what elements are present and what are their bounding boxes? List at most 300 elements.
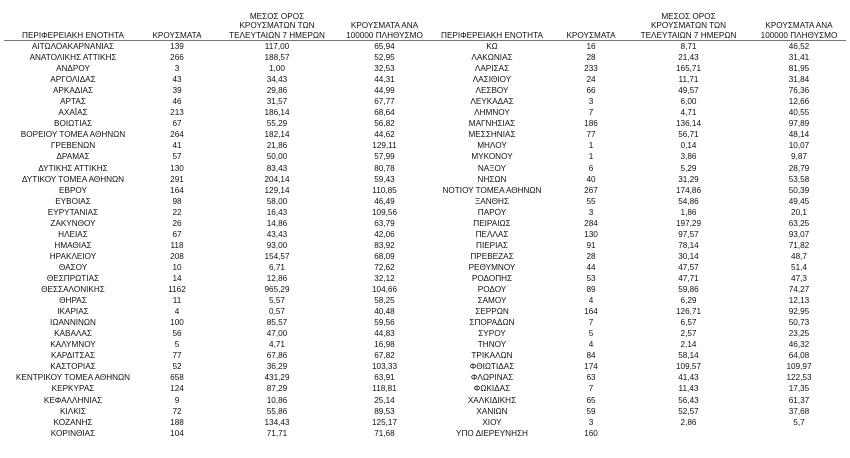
- right-region-cell: ΤΗΝΟΥ: [477, 340, 507, 350]
- right-region-cell: ΣΥΡΟΥ: [478, 329, 506, 339]
- right-region-cell: ΡΕΘΥΜΝΟΥ: [468, 262, 516, 272]
- left-per100k-cell: 63,91: [374, 373, 395, 383]
- right-per100k-cell: 122,53: [786, 373, 812, 383]
- left-avg7-cell: 431,29: [264, 373, 290, 383]
- right-avg7-cell: 136,14: [675, 119, 702, 129]
- table-row: [4, 74, 846, 85]
- right-region-cell: ΜΥΚΟΝΟΥ: [471, 152, 513, 162]
- right-cases-cell: 164: [584, 307, 598, 317]
- left-per100k-cell: 129,11: [372, 141, 397, 151]
- left-avg7-cell: 71,71: [266, 428, 288, 438]
- right-per100k-cell: [752, 428, 846, 439]
- right-avg7-cell: 2,86: [680, 417, 697, 427]
- left-per100k-cell: 67,82: [374, 351, 395, 361]
- right-cases-cell: 91: [586, 240, 596, 250]
- right-avg7-cell: 59,86: [678, 285, 699, 295]
- table-row: [4, 361, 846, 372]
- right-region-cell: ΛΑΣΙΘΙΟΥ: [472, 75, 512, 85]
- header-row: [4, 12, 846, 41]
- right-per100k-cell: 64,08: [788, 351, 810, 361]
- right-per100k-cell: 74,27: [788, 285, 810, 295]
- right-cases-cell: 44: [586, 262, 596, 272]
- header-region-right: ΠΕΡΙΦΕΡΕΙΑΚΗ ΕΝΟΤΗΤΑ: [427, 12, 557, 41]
- right-per100k-cell: 50,39: [788, 185, 810, 195]
- right-cases-cell: 7: [588, 384, 594, 394]
- right-region-cell: ΜΕΣΣΗΝΙΑΣ: [468, 130, 516, 140]
- right-region-cell: ΦΛΩΡΙΝΑΣ: [470, 373, 514, 383]
- right-cases-cell: 160: [584, 428, 598, 438]
- table-row: [4, 273, 846, 284]
- table-row: [4, 163, 846, 174]
- right-per100k-cell: 40,55: [788, 108, 810, 118]
- table-row: [4, 174, 846, 185]
- table-row: [4, 395, 846, 406]
- right-avg7-cell: 30,14: [678, 251, 699, 261]
- right-avg7-cell: 174,86: [675, 185, 702, 195]
- left-cases-cell: 11: [172, 296, 182, 306]
- right-avg7-cell: 97,57: [678, 229, 699, 239]
- right-cases-cell: 4: [588, 296, 594, 306]
- left-cases-cell: 67: [172, 229, 182, 239]
- left-per100k-cell: 89,53: [374, 406, 395, 416]
- left-region-cell: ΔΥΤΙΚΗΣ ΑΤΤΙΚΗΣ: [38, 163, 108, 173]
- right-per100k-cell: 48,7: [791, 251, 807, 261]
- left-region-cell: ΚΕΡΚΥΡΑΣ: [51, 384, 95, 394]
- left-per100k-cell: 125,17: [371, 417, 398, 427]
- right-cases-cell: 3: [588, 417, 594, 427]
- left-region-cell: ΑΝΔΡΟΥ: [56, 64, 90, 74]
- table-row: [4, 306, 846, 317]
- right-avg7-cell: 49,57: [678, 86, 699, 96]
- table-row: [4, 295, 846, 306]
- left-cases-cell: 98: [172, 196, 182, 206]
- right-region-cell: ΧΑΝΙΩΝ: [476, 406, 508, 416]
- right-cases-cell: 28: [586, 251, 596, 261]
- left-region-cell: ΚΑΒΑΛΑΣ: [54, 329, 92, 339]
- right-region-cell: ΧΑΛΚΙΔΙΚΗΣ: [467, 395, 517, 405]
- table-row: [4, 41, 846, 53]
- left-avg7-cell: 85,57: [266, 318, 288, 328]
- left-per100k-cell: 44,99: [374, 86, 395, 96]
- left-cases-cell: 188: [170, 417, 184, 427]
- right-region-cell: ΠΕΛΛΑΣ: [475, 229, 509, 239]
- left-per100k-cell: 68,64: [374, 108, 395, 118]
- left-per100k-cell: 52,95: [374, 53, 395, 63]
- left-cases-cell: 14: [172, 273, 182, 283]
- left-avg7-cell: 204,14: [264, 174, 290, 184]
- left-avg7-cell: 134,43: [264, 417, 290, 427]
- right-avg7-cell: 2,14: [680, 340, 697, 350]
- right-cases-cell: 63: [586, 373, 596, 383]
- left-per100k-cell: 16,98: [374, 340, 395, 350]
- right-per100k-cell: 47,3: [791, 273, 807, 283]
- left-cases-cell: 67: [172, 119, 182, 129]
- left-region-cell: ΚΑΡΔΙΤΣΑΣ: [50, 351, 96, 361]
- left-avg7-cell: 4,71: [269, 340, 285, 350]
- table-row: [4, 417, 846, 428]
- right-avg7-cell: 6,00: [680, 97, 697, 107]
- header-avg7-right: ΜΕΣΟΣ ΟΡΟΣ ΚΡΟΥΣΜΑΤΩΝ ΤΩΝ ΤΕΛΕΥΤΑΙΩΝ 7 ΗΜΕΡΩΝ: [625, 12, 752, 41]
- right-region-cell: ΤΡΙΚΑΛΩΝ: [471, 351, 513, 361]
- left-avg7-cell: 34,43: [266, 75, 288, 85]
- right-avg7-cell: 0,14: [680, 141, 697, 151]
- left-per100k-cell: 68,09: [374, 251, 395, 261]
- right-region-cell: ΝΑΞΟΥ: [477, 163, 507, 173]
- left-per100k-cell: 44,62: [374, 130, 395, 140]
- table-row: [4, 129, 846, 140]
- table-row: [4, 207, 846, 218]
- right-per100k-cell: 46,52: [788, 42, 810, 51]
- left-avg7-cell: 16,43: [266, 207, 288, 217]
- table-row: [4, 372, 846, 383]
- header-avg7-left: ΜΕΣΟΣ ΟΡΟΣ ΚΡΟΥΣΜΑΤΩΝ ΤΩΝ ΤΕΛΕΥΤΑΙΩΝ 7 ΗΜΕΡΩΝ: [212, 12, 342, 41]
- left-region-cell: ΚΑΛΥΜΝΟΥ: [50, 340, 96, 350]
- right-avg7-cell: 8,71: [680, 42, 697, 51]
- left-per100k-cell: 71,68: [374, 428, 395, 438]
- right-cases-cell: 7: [588, 318, 594, 328]
- left-region-cell: ΙΚΑΡΙΑΣ: [57, 307, 89, 317]
- left-region-cell: ΒΟΙΩΤΙΑΣ: [53, 119, 93, 129]
- left-cases-cell: 124: [170, 384, 184, 394]
- right-per100k-cell: 28,79: [788, 163, 810, 173]
- right-per100k-cell: 53,58: [788, 174, 810, 184]
- right-avg7-cell: 109,57: [675, 362, 702, 372]
- left-cases-cell: 57: [172, 152, 182, 162]
- left-region-cell: ΔΥΤΙΚΟΥ ΤΟΜΕΑ ΑΘΗΝΩΝ: [21, 174, 125, 184]
- left-avg7-cell: 67,86: [266, 351, 288, 361]
- left-per100k-cell: 59,43: [374, 174, 395, 184]
- left-avg7-cell: 47,00: [266, 329, 288, 339]
- left-region-cell: ΘΗΡΑΣ: [59, 296, 87, 306]
- right-region-cell: ΠΑΡΟΥ: [477, 207, 507, 217]
- left-avg7-cell: 1,00: [269, 64, 285, 74]
- left-region-cell: ΓΡΕΒΕΝΩΝ: [50, 141, 96, 151]
- left-per100k-cell: 56,82: [374, 119, 395, 129]
- table-row: [4, 428, 846, 439]
- left-region-cell: ΖΑΚΥΝΘΟΥ: [50, 218, 96, 228]
- right-region-cell: ΛΕΣΒΟΥ: [475, 86, 509, 96]
- left-cases-cell: 22: [172, 207, 182, 217]
- right-per100k-cell: 9,87: [791, 152, 807, 162]
- right-cases-cell: 55: [586, 196, 596, 206]
- right-avg7-cell: 52,57: [678, 406, 699, 416]
- right-region-cell: ΚΩ: [486, 42, 498, 51]
- left-per100k-cell: 110,85: [372, 185, 397, 195]
- right-avg7-cell: 6,57: [680, 318, 697, 328]
- right-region-cell: ΧΙΟΥ: [482, 417, 502, 427]
- left-avg7-cell: 10,86: [266, 395, 288, 405]
- left-avg7-cell: 117,00: [264, 42, 290, 51]
- header-per100k-right: ΚΡΟΥΣΜΑΤΑ ΑΝΑ 100000 ΠΛΗΘΥΣΜΟ: [752, 12, 846, 41]
- right-region-cell: ΞΑΝΘΗΣ: [474, 196, 510, 206]
- right-avg7-cell: 47,57: [678, 262, 699, 272]
- right-avg7-cell: 47,71: [678, 273, 699, 283]
- left-per100k-cell: 44,31: [374, 75, 395, 85]
- right-per100k-cell: 10,07: [788, 141, 810, 151]
- left-region-cell: ΚΟΖΑΝΗΣ: [53, 417, 93, 427]
- right-cases-cell: 53: [586, 273, 596, 283]
- left-per100k-cell: 25,14: [374, 395, 395, 405]
- left-region-cell: ΑΝΑΤΟΛΙΚΗΣ ΑΤΤΙΚΗΣ: [29, 53, 117, 63]
- left-region-cell: ΑΧΑΪΑΣ: [58, 108, 88, 118]
- right-per100k-cell: 93,07: [788, 229, 810, 239]
- right-cases-cell: 174: [584, 362, 598, 372]
- table-row: [4, 284, 846, 295]
- right-per100k-cell: 37,68: [788, 406, 810, 416]
- right-per100k-cell: 63,25: [788, 218, 810, 228]
- left-cases-cell: 1162: [168, 285, 186, 295]
- right-region-cell: ΣΑΜΟΥ: [477, 296, 507, 306]
- right-region-cell: ΣΠΟΡΑΔΩΝ: [469, 318, 515, 328]
- left-region-cell: ΑΡΤΑΣ: [60, 97, 86, 107]
- table-row: [4, 383, 846, 394]
- right-per100k-cell: 61,37: [788, 395, 810, 405]
- left-region-cell: ΘΑΣΟΥ: [58, 262, 88, 272]
- table-row: [4, 63, 846, 74]
- left-region-cell: ΗΜΑΘΙΑΣ: [54, 240, 92, 250]
- right-per100k-cell: 20,1: [791, 207, 807, 217]
- left-cases-cell: 658: [170, 373, 184, 383]
- left-per100k-cell: 46,49: [374, 196, 395, 206]
- left-region-cell: ΑΙΤΩΛΟΑΚΑΡΝΑΝΙΑΣ: [31, 42, 115, 51]
- left-cases-cell: 291: [170, 174, 184, 184]
- left-avg7-cell: 182,14: [264, 130, 290, 140]
- left-per100k-cell: 72,62: [374, 262, 395, 272]
- right-avg7-cell: 4,71: [680, 108, 697, 118]
- right-avg7-cell: 2,57: [680, 329, 697, 339]
- left-cases-cell: 26: [172, 218, 182, 228]
- left-cases-cell: 46: [172, 97, 182, 107]
- left-region-cell: ΔΡΑΜΑΣ: [56, 152, 90, 162]
- right-per100k-cell: 81,95: [788, 64, 810, 74]
- right-cases-cell: 24: [586, 75, 596, 85]
- left-cases-cell: 56: [172, 329, 182, 339]
- right-cases-cell: 3: [588, 207, 594, 217]
- left-per100k-cell: 65,94: [374, 42, 395, 51]
- right-region-cell: ΦΘΙΩΤΙΔΑΣ: [469, 362, 515, 372]
- right-avg7-cell: 6,29: [680, 296, 697, 306]
- right-avg7-cell: 56,43: [678, 395, 699, 405]
- left-region-cell: ΑΡΚΑΔΙΑΣ: [52, 86, 94, 96]
- left-avg7-cell: 129,14: [264, 185, 290, 195]
- left-region-cell: ΕΥΡΥΤΑΝΙΑΣ: [47, 207, 99, 217]
- right-avg7-cell: 11,71: [678, 75, 699, 85]
- left-avg7-cell: 55,29: [266, 119, 288, 129]
- right-region-cell: ΛΗΜΝΟΥ: [474, 108, 510, 118]
- left-cases-cell: 208: [170, 251, 184, 261]
- left-avg7-cell: 14,86: [266, 218, 288, 228]
- right-avg7-cell: 56,71: [678, 130, 699, 140]
- right-region-cell: ΛΑΚΩΝΙΑΣ: [471, 53, 513, 63]
- table-row: [4, 240, 846, 251]
- right-per100k-cell: 76,36: [788, 86, 810, 96]
- left-region-cell: ΕΥΒΟΙΑΣ: [55, 196, 91, 206]
- right-cases-cell: 284: [584, 218, 598, 228]
- right-region-cell: ΠΡΕΒΕΖΑΣ: [470, 251, 514, 261]
- table-row: [4, 196, 846, 207]
- right-avg7-cell: 1,86: [680, 207, 697, 217]
- left-per100k-cell: 103,33: [371, 362, 398, 372]
- right-region-cell: ΦΩΚΙΔΑΣ: [473, 384, 511, 394]
- right-cases-cell: 130: [584, 229, 598, 239]
- right-per100k-cell: 97,89: [788, 119, 810, 129]
- left-region-cell: ΚΕΝΤΡΙΚΟΥ ΤΟΜΕΑ ΑΘΗΝΩΝ: [15, 373, 131, 383]
- right-region-cell: ΠΙΕΡΙΑΣ: [476, 240, 508, 250]
- left-region-cell: ΘΕΣΠΡΩΤΙΑΣ: [46, 273, 100, 283]
- right-cases-cell: 84: [586, 351, 596, 361]
- left-cases-cell: 41: [172, 141, 182, 151]
- table-row: [4, 328, 846, 339]
- right-avg7-cell: 5,29: [680, 163, 697, 173]
- right-cases-cell: 66: [586, 86, 596, 96]
- left-avg7-cell: 87,29: [266, 384, 288, 394]
- right-cases-cell: 77: [586, 130, 596, 140]
- right-cases-cell: 1: [588, 152, 594, 162]
- right-per100k-cell: 23,25: [788, 329, 810, 339]
- right-per100k-cell: 48,14: [788, 130, 810, 140]
- left-cases-cell: 213: [170, 108, 184, 118]
- left-cases-cell: 43: [172, 75, 182, 85]
- right-avg7-cell: 54,86: [678, 196, 699, 206]
- table-row: [4, 96, 846, 107]
- table-row: [4, 251, 846, 262]
- left-per100k-cell: 59,56: [374, 318, 395, 328]
- right-per100k-cell: 17,35: [788, 384, 810, 394]
- right-cases-cell: 4: [588, 340, 594, 350]
- left-region-cell: ΕΒΡΟΥ: [59, 185, 87, 195]
- right-cases-cell: 5: [588, 329, 594, 339]
- table-row: [4, 52, 846, 63]
- right-cases-cell: 1: [588, 141, 594, 151]
- right-cases-cell: 267: [584, 185, 598, 195]
- table-row: [4, 151, 846, 162]
- left-per100k-cell: 118,81: [372, 384, 397, 394]
- right-region-cell: ΡΟΔΟΠΗΣ: [471, 273, 513, 283]
- left-region-cell: ΗΡΑΚΛΕΙΟΥ: [49, 251, 97, 261]
- header-cases-right: ΚΡΟΥΣΜΑΤΑ: [557, 12, 625, 41]
- left-region-cell: ΒΟΡΕΙΟΥ ΤΟΜΕΑ ΑΘΗΝΩΝ: [20, 130, 126, 140]
- right-cases-cell: 65: [586, 395, 596, 405]
- left-region-cell: ΚΑΣΤΟΡΙΑΣ: [50, 362, 96, 372]
- table-row: [4, 262, 846, 273]
- left-region-cell: ΗΛΕΙΑΣ: [58, 229, 88, 239]
- right-avg7-cell: 21,43: [678, 53, 699, 63]
- right-avg7-cell: [625, 428, 752, 439]
- right-region-cell: ΡΟΔΟΥ: [477, 285, 507, 295]
- left-per100k-cell: 104,66: [371, 285, 398, 295]
- left-avg7-cell: 12,86: [266, 273, 288, 283]
- right-avg7-cell: 3,86: [680, 152, 697, 162]
- right-per100k-cell: 109,97: [786, 362, 812, 372]
- left-cases-cell: 130: [170, 163, 184, 173]
- left-region-cell: ΙΩΑΝΝΙΝΩΝ: [50, 318, 96, 328]
- covid-cases-table: [4, 12, 846, 439]
- right-avg7-cell: 165,71: [675, 64, 702, 74]
- right-avg7-cell: 197,29: [675, 218, 702, 228]
- table-row: [4, 140, 846, 151]
- left-cases-cell: 9: [174, 395, 180, 405]
- left-per100k-cell: 32,12: [374, 273, 395, 283]
- left-per100k-cell: 83,92: [374, 240, 395, 250]
- left-avg7-cell: 5,57: [269, 296, 285, 306]
- right-cases-cell: 59: [586, 406, 596, 416]
- table-row: [4, 350, 846, 361]
- left-avg7-cell: 188,57: [264, 53, 290, 63]
- right-region-cell: ΝΗΣΩΝ: [477, 174, 507, 184]
- table-row: [4, 218, 846, 229]
- left-avg7-cell: 6,71: [269, 262, 285, 272]
- right-cases-cell: 28: [586, 53, 596, 63]
- left-per100k-cell: 40,48: [374, 307, 395, 317]
- right-region-cell: ΣΕΡΡΩΝ: [475, 307, 509, 317]
- left-cases-cell: 72: [172, 406, 182, 416]
- right-region-cell: ΠΕΙΡΑΙΩΣ: [473, 218, 511, 228]
- left-per100k-cell: 42,06: [374, 229, 395, 239]
- left-cases-cell: 264: [170, 130, 184, 140]
- left-avg7-cell: 43,43: [266, 229, 288, 239]
- left-per100k-cell: 63,79: [374, 218, 395, 228]
- table-row: [4, 107, 846, 118]
- right-per100k-cell: 49,45: [788, 196, 810, 206]
- right-avg7-cell: 11,43: [678, 384, 699, 394]
- right-region-cell: ΛΑΡΙΣΑΣ: [474, 64, 510, 74]
- right-avg7-cell: 126,71: [675, 307, 702, 317]
- left-avg7-cell: 50,00: [266, 152, 288, 162]
- right-cases-cell: 186: [584, 119, 598, 129]
- left-region-cell: ΚΙΛΚΙΣ: [59, 406, 86, 416]
- right-region-cell: ΜΗΛΟΥ: [477, 141, 507, 151]
- table-body: [4, 41, 846, 439]
- left-cases-cell: 164: [170, 185, 184, 195]
- left-region-cell: ΚΟΡΙΝΘΙΑΣ: [50, 428, 96, 438]
- table-row: [4, 185, 846, 196]
- right-per100k-cell: 5,7: [793, 417, 805, 427]
- table-row: [4, 118, 846, 129]
- right-cases-cell: 3: [588, 97, 594, 107]
- left-per100k-cell: 58,25: [374, 296, 395, 306]
- right-avg7-cell: 78,14: [678, 240, 699, 250]
- left-cases-cell: 118: [170, 240, 184, 250]
- right-cases-cell: 40: [586, 174, 596, 184]
- left-avg7-cell: 83,43: [266, 163, 288, 173]
- left-cases-cell: 39: [172, 86, 182, 96]
- right-per100k-cell: 12,66: [788, 97, 810, 107]
- header-region-left: ΠΕΡΙΦΕΡΕΙΑΚΗ ΕΝΟΤΗΤΑ: [4, 12, 142, 41]
- right-per100k-cell: 46,32: [788, 340, 810, 350]
- left-cases-cell: 77: [172, 351, 182, 361]
- right-per100k-cell: 92,95: [788, 307, 810, 317]
- left-per100k-cell: 44,83: [374, 329, 395, 339]
- left-cases-cell: 52: [172, 362, 182, 372]
- left-region-cell: ΚΕΦΑΛΛΗΝΙΑΣ: [43, 395, 103, 405]
- table-row: [4, 317, 846, 328]
- left-avg7-cell: 36,29: [266, 362, 288, 372]
- right-per100k-cell: 12,13: [788, 296, 810, 306]
- right-cases-cell: 6: [588, 163, 594, 173]
- left-avg7-cell: 186,14: [264, 108, 290, 118]
- left-per100k-cell: 57,99: [374, 152, 395, 162]
- header-per100k-left: ΚΡΟΥΣΜΑΤΑ ΑΝΑ 100000 ΠΛΗΘΥΣΜΟ: [342, 12, 427, 41]
- table-row: [4, 229, 846, 240]
- left-cases-cell: 3: [174, 64, 180, 74]
- left-avg7-cell: 31,57: [266, 97, 288, 107]
- left-per100k-cell: 67,77: [374, 97, 395, 107]
- right-per100k-cell: 71,82: [788, 240, 810, 250]
- table-row: [4, 339, 846, 350]
- left-cases-cell: 266: [170, 53, 184, 63]
- left-cases-cell: 100: [170, 318, 184, 328]
- left-cases-cell: 139: [170, 42, 184, 51]
